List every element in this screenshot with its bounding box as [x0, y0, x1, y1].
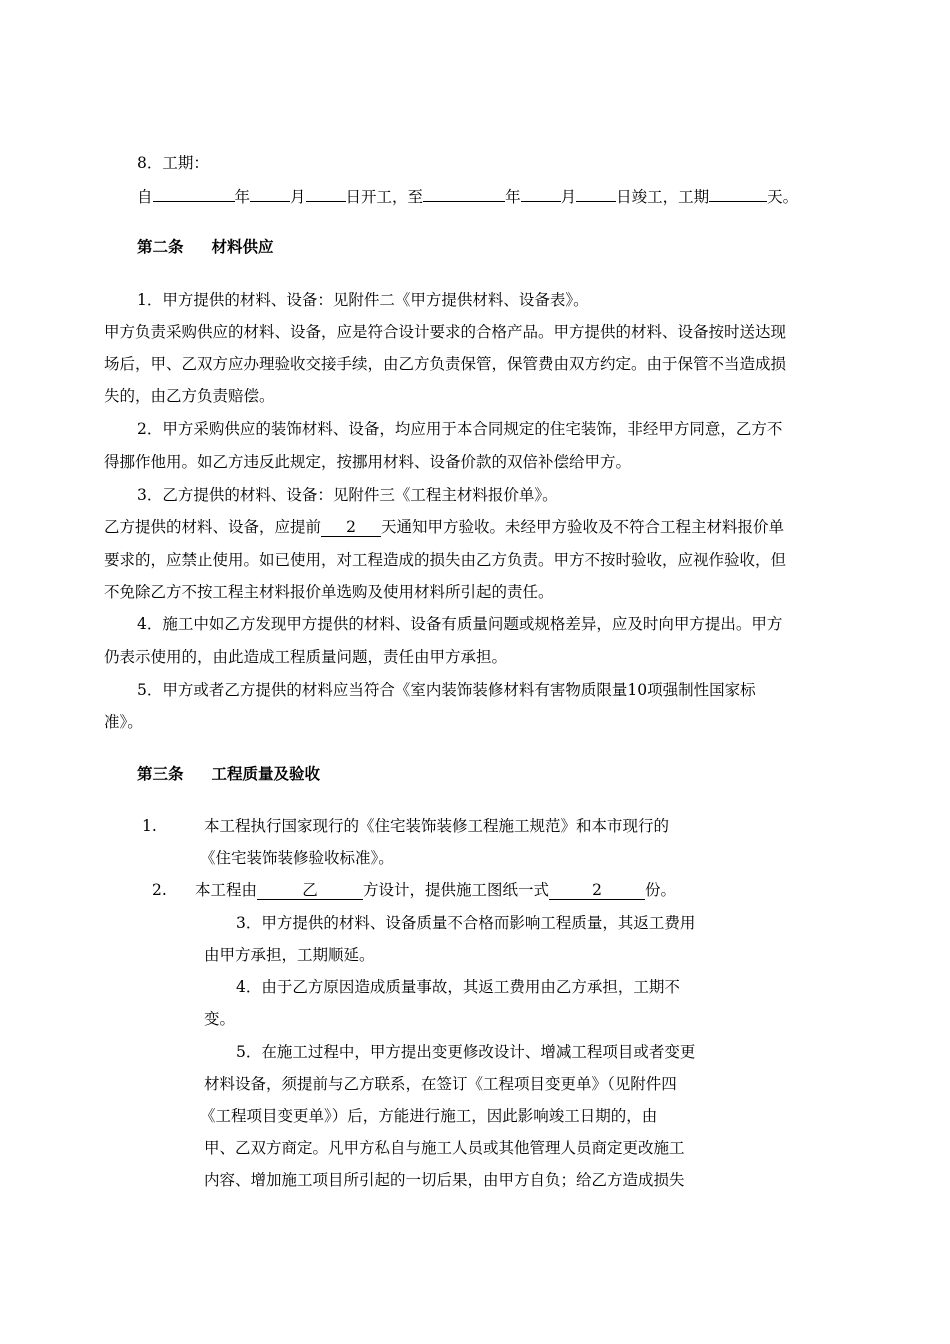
- design-line: [195, 879, 676, 901]
- article2-line-3: 失的，由乙方负责赔偿。: [104, 387, 275, 405]
- days-label: 天。: [767, 188, 799, 206]
- start-day-label: 日开工，至: [345, 188, 424, 206]
- article3-line-1: 由甲方承担，工期顺延。: [204, 946, 375, 964]
- article3-title: 工程质量及验收: [211, 764, 321, 783]
- article2-line2-3: 仍表示使用的，由此造成工程质量问题，责任由甲方承担。: [104, 648, 508, 666]
- article3-item2-num: 2.: [152, 881, 167, 899]
- article3-item1-line2: 《住宅装饰装修验收标准》。: [200, 849, 394, 867]
- end-month-blank: [521, 184, 561, 202]
- article3-line-8: 内容、增加施工项目所引起的一切后果，由甲方自负；给乙方造成损失: [204, 1171, 685, 1189]
- notice-line: [104, 516, 784, 538]
- article2-line-4: 2．甲方采购供应的装饰材料、设备，均应用于本合同规定的住宅装饰，非经甲方同意，乙方不: [137, 420, 783, 438]
- drawing-count-value: 2: [549, 882, 645, 900]
- article3-item1-num: 1.: [142, 817, 157, 835]
- design-mid: 方设计，提供施工图纸一式: [363, 881, 550, 899]
- design-pre: 本工程由: [195, 881, 258, 899]
- article3-line-4: 5．在施工过程中，甲方提出变更修改设计、增减工程项目或者变更: [236, 1043, 696, 1061]
- article3-line-5: 材料设备，须提前与乙方联系，在签订《工程项目变更单》（见附件四: [204, 1075, 677, 1093]
- start-month-blank: [250, 184, 290, 202]
- notice-post: 天通知甲方验收。未经甲方验收及不符合工程主材料报价单: [381, 518, 785, 536]
- article2-line2-0: 要求的，应禁止使用。如已使用，对工程造成的损失由乙方负责。甲方不按时验收，应视作验收，但: [104, 551, 787, 569]
- article2-line-5: 得挪作他用。如乙方违反此规定，按挪用材料、设备价款的双倍补偿给甲方。: [104, 453, 632, 471]
- start-year-blank: [153, 184, 235, 202]
- article3-line-0: 3．甲方提供的材料、设备质量不合格而影响工程质量，其返工费用: [236, 914, 696, 932]
- article2-line-1: 甲方负责采购供应的材料、设备，应是符合设计要求的合格产品。甲方提供的材料、设备按时送达现: [104, 323, 787, 341]
- article2-heading: [137, 236, 274, 258]
- year-label: 年: [234, 188, 251, 206]
- year-label-2: 年: [505, 188, 521, 206]
- article2-line-0: 1．甲方提供的材料、设备：见附件二《甲方提供材料、设备表》。: [137, 291, 589, 309]
- end-year-blank: [423, 184, 505, 202]
- article3-line-3: 变。: [204, 1010, 236, 1028]
- item8-title: 8．工期：: [137, 154, 209, 172]
- end-day-blank: [576, 184, 616, 202]
- article2-line-6: 3．乙方提供的材料、设备：见附件三《工程主材料报价单》。: [137, 486, 558, 504]
- notice-pre: 乙方提供的材料、设备，应提前: [104, 518, 322, 536]
- duration-blank: [709, 184, 767, 202]
- article3-heading: [137, 763, 320, 785]
- month-label: 月: [290, 188, 306, 206]
- design-post: 份。: [645, 881, 677, 899]
- end-day-label: 日竣工，工期: [616, 188, 710, 206]
- schedule-line: [137, 184, 798, 208]
- article2-num: 第二条: [137, 237, 184, 256]
- article2-line-2: 场后，甲、乙双方应办理验收交接手续，由乙方负责保管，保管费由双方约定。由于保管不当造成损: [104, 355, 787, 373]
- notice-days-value: 2: [321, 519, 381, 537]
- start-day-blank: [306, 184, 346, 202]
- article2-line2-5: 准》。: [104, 713, 143, 731]
- article3-line-2: 4．由于乙方原因造成质量事故，其返工费用由乙方承担，工期不: [236, 978, 680, 996]
- article2-line2-1: 不免除乙方不按工程主材料报价单选购及使用材料所引起的责任。: [104, 583, 554, 601]
- article3-line-6: 《工程项目变更单》）后，方能进行施工，因此影响竣工日期的，由: [200, 1107, 658, 1125]
- article2-line2-2: 4．施工中如乙方发现甲方提供的材料、设备有质量问题或规格差异，应及时向甲方提出。甲方: [137, 615, 783, 633]
- article2-line2-4: 5．甲方或者乙方提供的材料应当符合《室内装饰装修材料有害物质限量10项强制性国家标: [137, 681, 756, 699]
- design-party-value: 乙: [257, 882, 363, 900]
- from-label: 自: [137, 188, 153, 206]
- article3-num: 第三条: [137, 764, 184, 783]
- month-label-2: 月: [560, 188, 577, 206]
- article3-line-7: 甲、乙双方商定。凡甲方私自与施工人员或其他管理人员商定更改施工: [204, 1139, 685, 1157]
- article2-title: 材料供应: [211, 237, 274, 256]
- article3-item1-line1: 本工程执行国家现行的《住宅装饰装修工程施工规范》和本市现行的: [204, 817, 670, 835]
